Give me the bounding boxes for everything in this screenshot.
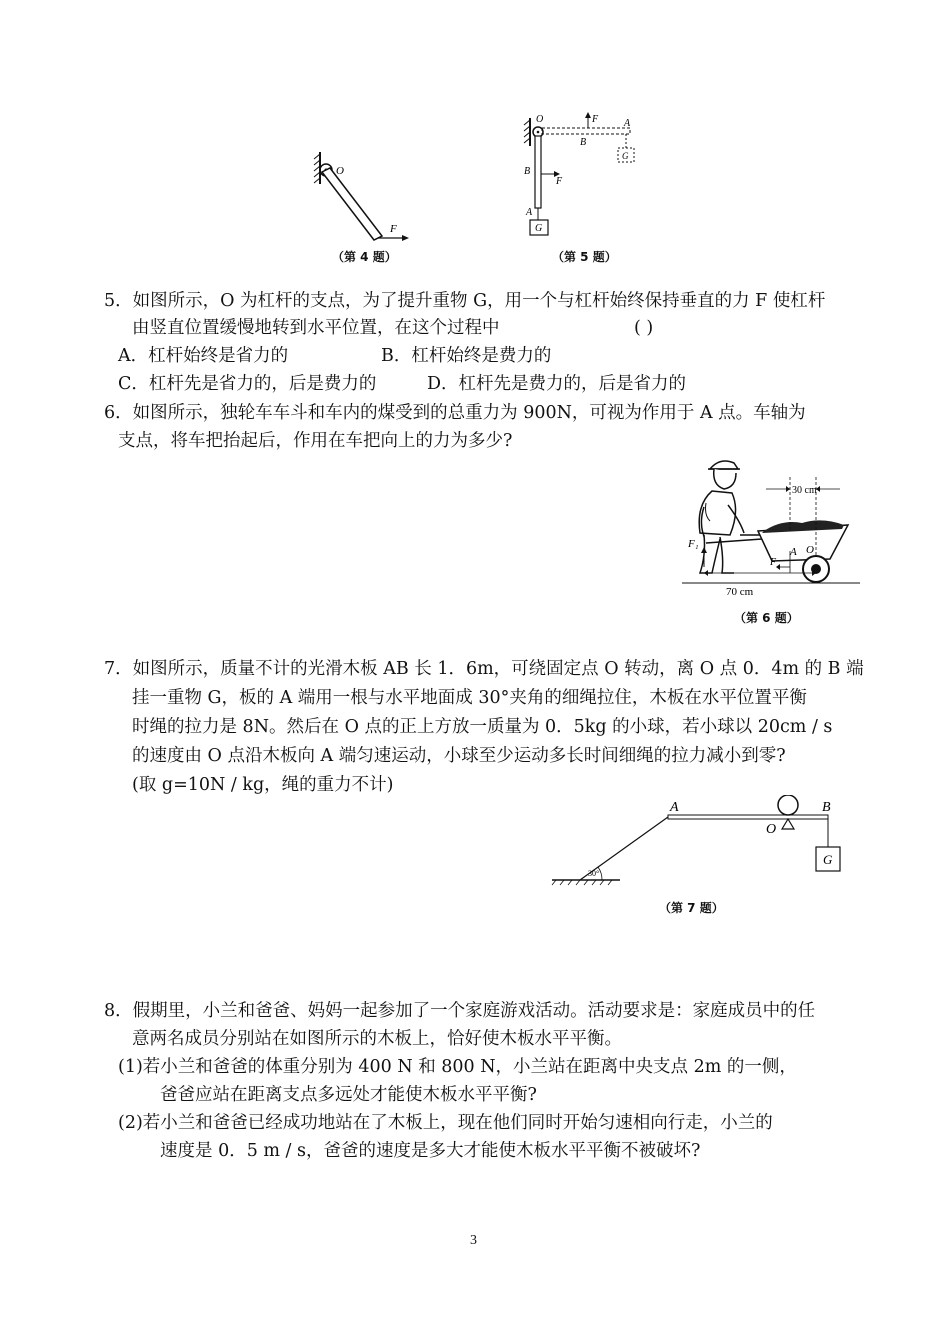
q8-line2: 意两名成员分别站在如图所示的木板上，恰好使木板水平平衡。 [132,1029,622,1049]
figure-5-caption: （第 5 题） [552,250,617,264]
fig6-label-f1: F₁ [688,538,699,550]
q5-line1: 5．如图所示，O 为杠杆的支点，为了提升重物 G，用一个与杠杆始终保持垂直的力 F 使杠杆 [104,291,826,311]
fig6-label-f: F [770,557,777,568]
q6-line2: 支点，将车把抬起后，作用在车把向上的力为多少? [118,431,513,451]
figure-4-caption: （第 4 题） [332,250,397,264]
fig5-label-g: G [535,223,543,234]
q7-line3: 时绳的拉力是 8N。然后在 O 点的正上方放一质量为 0．5kg 的小球，若小球以 20cm / s [132,717,833,737]
fig5-label-b-side: B [524,166,531,177]
q5-option-a: A．杠杆始终是省力的 [118,346,289,366]
fig7-label-o: O [766,822,777,837]
q7-line1: 7．如图所示，质量不计的光滑木板 AB 长 1．6m，可绕固定点 O 转动，离 O 点 0．4m 的 B 端 [104,659,864,679]
fig6-label-70cm: 70 cm [726,586,754,598]
fig5-label-a-side: A [526,207,533,218]
fig7-label-angle: 30° [588,869,600,878]
q5-option-b: B．杠杆始终是费力的 [381,346,552,366]
q7-line5: (取 g=10N / kg，绳的重力不计) [132,775,394,795]
q5-option-d: D．杠杆先是费力的，后是省力的 [427,374,687,394]
q7-line4: 的速度由 O 点沿木板向 A 端匀速运动，小球至少运动多长时间细绳的拉力减小到零? [132,746,786,766]
figure-4-diagram [310,150,410,245]
q5-option-c: C．杠杆先是省力的，后是费力的 [118,374,377,394]
fig5-label-f-top: F [592,114,599,125]
page-number: 3 [470,1233,477,1248]
fig4-label-f: F [390,223,397,235]
fig7-label-g: G [823,852,833,867]
q6-line1: 6．如图所示，独轮车车斗和车内的煤受到的总重力为 900N，可视为作用于 A 点。车轴为 [104,403,806,423]
fig6-label-a: A [790,546,797,558]
fig5-label-f-side: F [556,176,563,187]
q5-line2: 由竖直位置缓慢地转到水平位置，在这个过程中 [132,318,500,338]
figure-6-caption: （第 6 题） [734,611,799,625]
q7-line2: 挂一重物 G，板的 A 端用一根与水平地面成 30°夹角的细绳拉住，木板在水平位置平衡 [132,688,807,708]
fig5-label-o: O [536,114,544,125]
fig5-label-a-top: A [624,118,631,129]
fig7-label-a: A [670,800,679,815]
fig6-label-o: O [806,544,814,556]
q8-line1: 8．假期里，小兰和爸爸、妈妈一起参加了一个家庭游戏活动。活动要求是：家庭成员中的任 [104,1001,816,1021]
figure-5-diagram [518,112,648,240]
fig7-label-b: B [822,800,831,815]
fig5-label-b-top: B [580,137,587,148]
q8-sub1-line1: (1)若小兰和爸爸的体重分别为 400 N 和 800 N，小兰站在距离中央支点 2m 的一侧， [118,1057,797,1077]
q8-sub2-line2: 速度是 0．5 m / s，爸爸的速度是多大才能使木板水平平衡不被破坏? [160,1141,701,1161]
figure-6-illustration [682,455,860,605]
figure-7-diagram [550,795,850,890]
q8-sub2-line1: (2)若小兰和爸爸已经成功地站在了木板上，现在他们同时开始匀速相向行走，小兰的 [118,1113,773,1133]
q8-sub1-line2: 爸爸应站在距离支点多远处才能使木板水平平衡? [160,1085,537,1105]
fig5-label-g-dashed: G [622,151,629,161]
q5-answer-bracket: ( ) [634,318,654,338]
fig4-label-o: O [336,165,344,177]
figure-7-caption: （第 7 题） [659,901,724,915]
fig6-label-30cm: 30 cm [792,485,817,496]
